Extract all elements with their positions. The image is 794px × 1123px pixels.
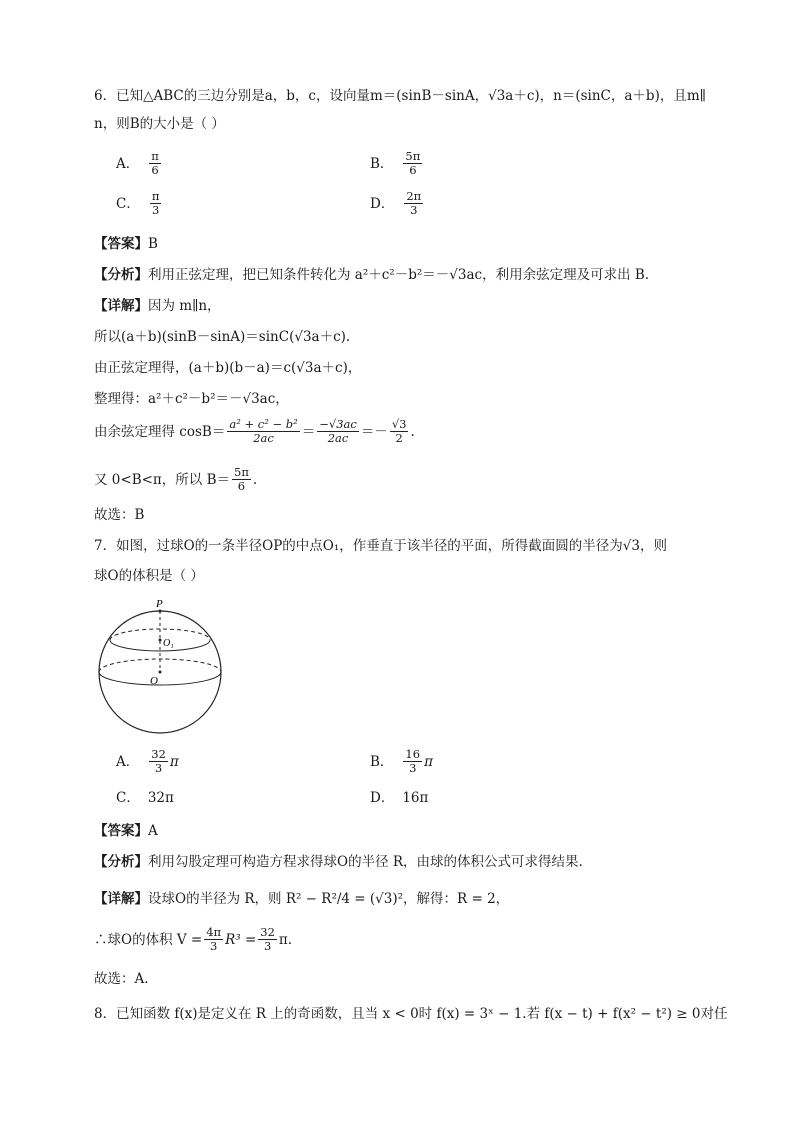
b-fraction (232, 466, 251, 493)
detail-tag: 【详解】 (94, 298, 148, 314)
cos-fraction-1 (227, 418, 299, 445)
q6-answer (94, 234, 158, 254)
analysis-text: 利用正弦定理，把已知条件转化为 a²＋c²－b²＝－√3ac，利用余弦定理及可求出 B. (148, 267, 650, 283)
cos-fraction-2 (317, 418, 359, 445)
q6-detail-5: 由余弦定理得 cosB＝ $\frac{\text{a² + c² − b²}}{2ac}$ ＝ $\frac{-√3ac}{2ac}$ ＝－ $\frac{√3}{2}$ . (94, 417, 415, 445)
option-fraction (149, 748, 168, 775)
fraction-num: 2π (406, 189, 422, 203)
detail-text: 又 0<B<π，所以 B＝ (94, 471, 231, 488)
fraction-den: 3 (263, 939, 272, 953)
label-p: P (156, 598, 163, 610)
analysis-text: 利用勾股定理可构造方程求得球O的半径 R，由球的体积公式可求得结果. (148, 854, 583, 870)
q6-option-b[interactable] (370, 150, 424, 177)
cos-fraction-3 (390, 418, 409, 445)
q7-stem-line2: 球O的体积是（ ） (94, 568, 204, 584)
q6-stem-line1: 6．已知△ABC的三边分别是a，b，c，设向量m＝(sinB－sinA，√3a＋c)，n＝(sinC，a＋b)，且m∥ (94, 88, 706, 104)
q6-stem-line2: n，则B的大小是（ ） (94, 116, 225, 132)
option-label: D． (370, 195, 395, 212)
option-fraction (404, 190, 423, 217)
q6-detail-2: 所以(a＋b)(sinB－sinA)＝sinC(√3a＋c). (94, 329, 351, 345)
option-suffix: π (424, 753, 433, 770)
q6-conclusion: 故选：B (94, 507, 145, 523)
q7-detail-2 (94, 926, 292, 953)
fraction-num: a² + c² − b² (229, 417, 298, 431)
answer-value: A (148, 823, 158, 839)
answer-tag: 【答案】 (94, 823, 148, 839)
fraction-num: 5π (405, 149, 421, 163)
detail-text: R³ = (225, 931, 257, 948)
fraction-num: √3 (391, 417, 407, 431)
fraction-den: 2ac (253, 431, 274, 445)
q7-detail-1 (94, 889, 509, 909)
fraction-num: 5π (234, 465, 249, 479)
label-o1: O₁ (163, 638, 174, 649)
fraction-den: 3 (410, 203, 418, 217)
q7-conclusion: 故选：A. (94, 971, 149, 987)
fraction-num: 32 (151, 747, 166, 761)
option-text: 16π (402, 790, 429, 806)
analysis-tag: 【分析】 (94, 267, 148, 283)
detail-tag: 【详解】 (94, 891, 148, 907)
q7-stem-line1: 7．如图，过球O的一条半径OP的中点O₁，作垂直于该半径的平面，所得截面圆的半径为√3，则 (94, 538, 667, 554)
fraction-den: 2ac (327, 431, 349, 445)
q6-detail-4: 整理得：a²＋c²－b²＝－√3ac， (94, 391, 289, 407)
fraction-den: 3 (154, 761, 163, 775)
volume-fraction-2 (258, 926, 277, 953)
q7-option-d[interactable] (370, 788, 428, 808)
fraction-num: 32 (260, 925, 275, 939)
option-label: A． (116, 753, 140, 770)
analysis-tag: 【分析】 (94, 854, 148, 870)
q8-stem-line1: 8．已知函数 f(x)是定义在 R 上的奇函数，且当 x < 0时 f(x) = 3ˣ − 1.若 f(x − t) + f(x² − t²) ≥ 0对任 (94, 1006, 728, 1022)
option-fraction (403, 748, 422, 775)
fraction-den: 6 (237, 479, 246, 493)
q6-detail-6: 又 0<B<π，所以 B＝ $\frac{5\pi}{6}$ . (94, 465, 258, 493)
option-label: A． (116, 155, 140, 172)
fraction-den: 6 (151, 163, 159, 177)
fraction-den: 2 (395, 431, 403, 445)
option-fraction (403, 150, 422, 177)
q6-option-c[interactable] (116, 190, 163, 217)
q6-option-d[interactable] (370, 190, 425, 217)
option-label: B． (370, 753, 394, 770)
option-label: C． (116, 195, 140, 212)
fraction-num: π (151, 149, 159, 163)
detail-text: π. (278, 931, 293, 948)
fraction-den: 3 (209, 939, 218, 953)
detail-text: ∴球O的体积 V = (94, 931, 203, 948)
fraction-den: 6 (409, 163, 417, 177)
option-suffix: π (169, 753, 179, 770)
detail-text: 因为 m∥n， (148, 298, 221, 314)
sphere-figure (92, 594, 232, 736)
answer-tag: 【答案】 (94, 236, 148, 252)
option-label: D． (370, 790, 395, 806)
answer-value: B (148, 236, 158, 252)
label-o: O (150, 675, 158, 687)
q6-detail-3: 由正弦定理得，(a＋b)(b－a)＝c(√3a＋c)， (94, 360, 362, 376)
fraction-num: π (151, 189, 160, 203)
q7-analysis (94, 852, 583, 872)
detail-text: 由余弦定理得 cosB＝ (94, 423, 226, 440)
detail-text: 设球O的半径为 R，则 R² − R²/4 = (√3)²，解得：R = 2， (148, 891, 510, 907)
q7-answer (94, 821, 158, 841)
option-label: B． (370, 155, 394, 172)
fraction-den: 3 (151, 203, 160, 217)
equator-front (99, 672, 221, 685)
q6-option-a[interactable] (116, 150, 163, 177)
option-label: C． (116, 790, 140, 806)
fraction-num: 16 (405, 747, 421, 761)
volume-fraction-1 (204, 926, 223, 953)
q6-analysis (94, 265, 649, 285)
fraction-num: −√3ac (319, 417, 357, 431)
fraction-den: 3 (409, 761, 417, 775)
option-fraction (150, 190, 162, 217)
q6-detail-1 (94, 296, 221, 316)
q7-option-b[interactable] (370, 748, 433, 775)
q7-option-c[interactable] (116, 788, 174, 808)
option-fraction (149, 150, 161, 177)
q7-option-a[interactable] (116, 748, 179, 775)
fraction-num: 4π (206, 925, 222, 939)
option-text: 32π (147, 790, 174, 806)
